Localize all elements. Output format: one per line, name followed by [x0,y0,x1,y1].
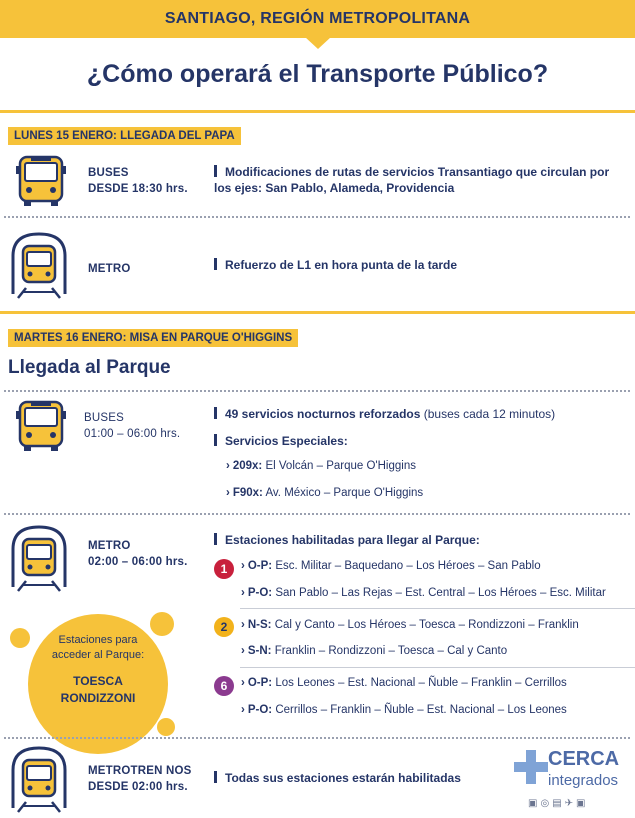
metro-route-item: › P-O: Cerrillos – Franklin – Ñuble – Est. Nacional – Los Leones [241,704,567,716]
route-direction: P-O: [247,704,273,716]
section-subtitle: Llegada al Parque [8,357,171,378]
train-icon [8,742,70,814]
route-direction: O-P: [247,560,273,572]
metrotren-description [214,770,461,786]
access-line2: acceder al Parque: [51,649,145,661]
route-stops: Esc. Militar – Baquedano – Los Héroes – San Pablo [275,560,541,572]
route-stops: Cal y Canto – Los Héroes – Toesca – Rondizzoni – Franklin [274,619,579,631]
region-banner [0,0,635,38]
access-line1: Estaciones para [58,634,138,646]
night-metro-description [214,532,480,548]
service-code: F90x: [232,487,263,499]
bullet-bar [214,165,217,177]
metro-label: METRO [88,263,131,275]
bullet-bar [214,258,217,270]
metro-route-item: › O-P: Esc. Militar – Baquedano – Los Héroes – San Pablo [241,560,541,572]
metro-route-item: › O-P: Los Leones – Est. Nacional – Ñuble – Franklin – Cerrillos [241,677,567,689]
metro-line-6-badge: 6 [214,676,234,696]
bus-icon [14,154,68,208]
night-metro-label-line2: 02:00 – 06:00 hrs. [88,556,188,568]
logo-transport-icons [528,798,588,809]
special-service-item: › F90x: Av. México – Parque O'Higgins [226,487,424,499]
metro-route-item: › S-N: Franklin – Rondizzoni – Toesca – Cal y Canto [241,645,508,657]
route-stops: Franklin – Rondizzoni – Toesca – Cal y Canto [274,645,508,657]
plane-icon: ✈ [564,798,577,809]
metro-route-item: › P-O: San Pablo – Las Rejas – Est. Central – Los Héroes – Esc. Militar [241,587,606,599]
dotted-divider [4,390,630,392]
dotted-divider [4,216,630,218]
night-metro-description-text: Estaciones habilitadas para llegar al Parque: [225,533,480,547]
route-stops: Cerrillos – Franklin – Ñuble – Est. Nacional – Los Leones [275,704,567,716]
night-buses-description-rest: (buses cada 12 minutos) [420,407,556,421]
region-title: SANTIAGO, REGIÓN METROPOLITANA [164,10,471,27]
night-buses-label-line2: 01:00 – 06:00 hrs. [84,428,181,440]
route-direction: O-P: [247,677,273,689]
route-direction: P-O: [247,587,273,599]
service-route: Av. México – Parque O'Higgins [265,487,424,499]
service-code: 209x: [232,460,263,472]
section-tag-tuesday: MARTES 16 ENERO: MISA EN PARQUE O'HIGGINS [8,329,298,347]
bullet-bar [214,771,217,783]
metro-icon [8,521,70,593]
page-title: ¿Cómo operará el Transporte Público? [86,60,549,88]
route-stops: Los Leones – Est. Nacional – Ñuble – Franklin – Cerrillos [275,677,567,689]
access-station-rondizzoni: RONDIZZONI [60,691,136,705]
metro-icon: ▤ [552,798,565,809]
line-divider [240,667,635,668]
bus-icon: ▣ [576,798,589,809]
night-buses-description [214,406,629,422]
divider [0,110,635,113]
metrotren-label-line2: DESDE 02:00 hrs. [88,781,188,793]
decorative-circle [157,718,175,736]
buses-label-line1: BUSES [88,167,129,179]
service-route: El Volcán – Parque O'Higgins [265,460,416,472]
route-direction: S-N: [247,645,272,657]
buses-label-line2: DESDE 18:30 hrs. [88,183,188,195]
section-tag-monday: LUNES 15 ENERO: LLEGADA DEL PAPA [8,127,241,145]
metro-line-2-badge: 2 [214,617,234,637]
metro-description-text: Refuerzo de L1 en hora punta de la tarde [225,258,458,272]
divider [0,311,635,314]
access-stations-intro [28,633,168,663]
night-buses-description-bold: 49 servicios nocturnos reforzados [225,407,421,421]
metrotren-description-text: Todas sus estaciones estarán habilitadas [225,771,461,785]
metro-description [214,257,624,273]
special-services-title [214,433,348,449]
route-stops: San Pablo – Las Rejas – Est. Central – Los Héroes – Esc. Militar [275,587,606,599]
bus-icon [14,399,68,453]
special-service-item: › 209x: El Volcán – Parque O'Higgins [226,460,416,472]
night-metro-label-line1: METRO [88,540,131,552]
bullet-bar [214,533,217,545]
logo-subtitle: integrados [548,772,619,789]
metro-route-item: › N-S: Cal y Canto – Los Héroes – Toesca – Rondizzoni – Franklin [241,619,579,631]
metro-icon [8,228,70,300]
special-services-title-text: Servicios Especiales: [225,434,348,448]
buses-label [88,165,188,197]
plus-logo-icon [514,750,548,784]
bus-icon: ▣ [528,798,541,809]
bullet-bar [214,407,217,419]
access-station-toesca: TOESCA [73,674,123,688]
dotted-divider [4,737,630,739]
bicycle-icon: ◎ [540,798,553,809]
night-buses-label-line1: BUSES [84,412,124,424]
logo-name: CERCA [548,748,620,770]
metrotren-label [88,763,192,795]
buses-description [214,164,624,196]
decorative-circle [10,628,30,648]
banner-notch [305,37,331,49]
line-divider [240,608,635,609]
night-buses-label [84,410,180,442]
dotted-divider [4,513,630,515]
metro-line-1-badge: 1 [214,559,234,579]
buses-description-text: Modificaciones de rutas de servicios Transantiago que circulan por los ejes: San Pablo, Alameda, Providencia [214,165,610,195]
night-metro-label [88,538,188,570]
route-direction: N-S: [247,619,272,631]
metrotren-label-line1: METROTREN NOS [88,765,192,777]
access-stations-list [28,673,168,707]
bullet-bar [214,434,217,446]
